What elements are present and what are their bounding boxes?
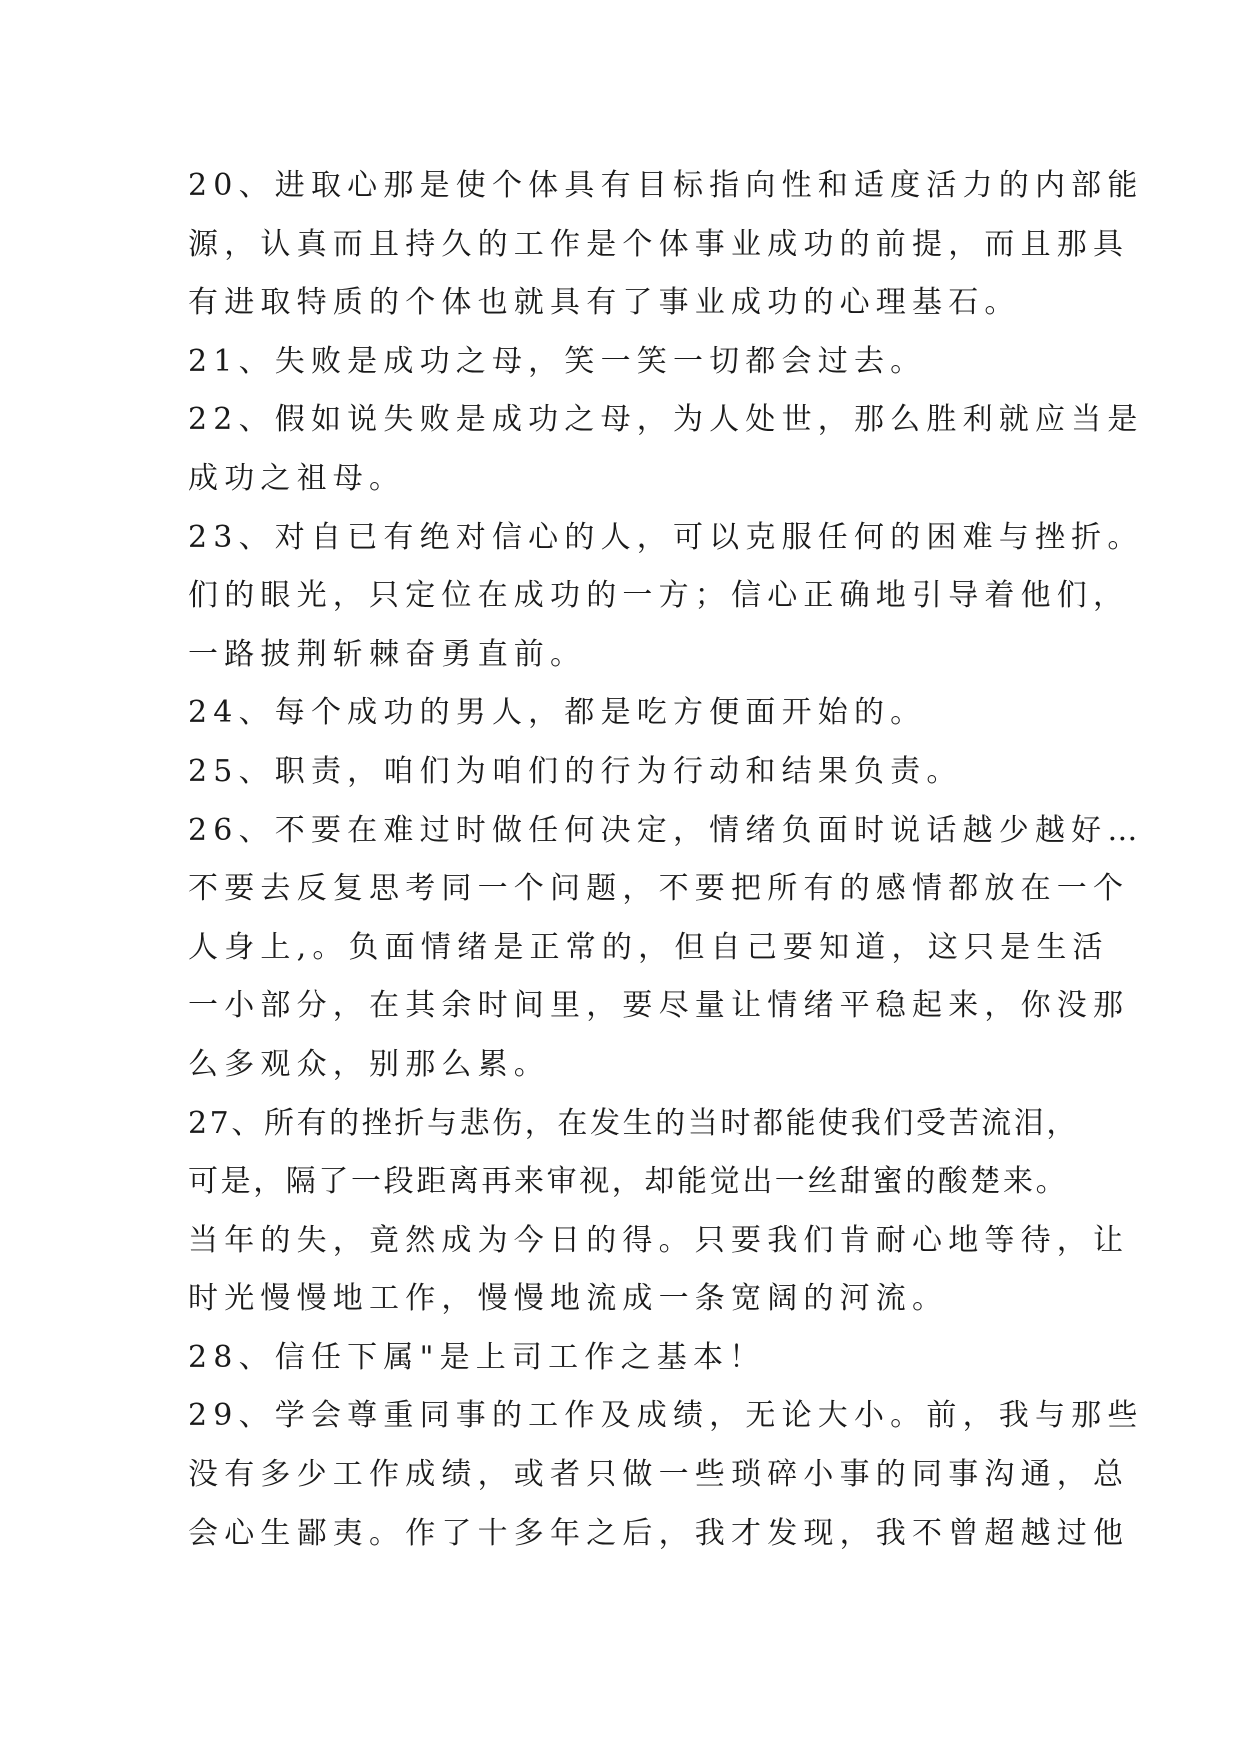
text-line: 么多观众，别那么累。 [188, 1046, 550, 1082]
document-body [188, 157, 1144, 1563]
text-line: 没有多少工作成绩，或者只做一些琐碎小事的同事沟通，总 [188, 1457, 1130, 1493]
text-line: 人身上,。负面情绪是正常的，但自己要知道，这只是生活 [188, 929, 1109, 965]
text-line: 27、所有的挫折与悲伤，在发生的当时都能使我们受苦流泪， [188, 1105, 1079, 1141]
text-line: 会心生鄙夷。作了十多年之后，我才发现，我不曾超越过他 [188, 1515, 1130, 1551]
text-line: 28、信任下属"是上司工作之基本！ [188, 1339, 766, 1375]
text-line: 23、对自已有绝对信心的人，可以克服任何的困难与挫折。 [188, 519, 1144, 555]
text-line: 可是，隔了一段距离再来审视，却能觉出一丝甜蜜的酸楚来。 [188, 1164, 1069, 1200]
text-line: 24、每个成功的男人，都是吃方便面开始的。 [188, 695, 927, 731]
text-line: 时光慢慢地工作，慢慢地流成一条宽阔的河流。 [188, 1281, 949, 1317]
text-line: 有进取特质的个体也就具有了事业成功的心理基石。 [188, 285, 1021, 321]
text-line: 不要去反复思考同一个问题，不要把所有的感情都放在一个 [188, 871, 1130, 907]
text-line: 21、失败是成功之母，笑一笑一切都会过去。 [188, 343, 927, 379]
text-line: 22、假如说失败是成功之母，为人处世，那么胜利就应当是 [188, 402, 1144, 438]
text-line: 一小部分，在其余时间里，要尽量让情绪平稳起来，你没那 [188, 988, 1130, 1024]
text-line: 25、职责，咱们为咱们的行为行动和结果负责。 [188, 753, 963, 789]
text-line: 一路披荆斩棘奋勇直前。 [188, 636, 587, 672]
text-line: 26、不要在难过时做任何决定，情绪负面时说话越少越好… [188, 812, 1144, 848]
text-line: 当年的失，竟然成为今日的得。只要我们肯耐心地等待，让 [188, 1222, 1130, 1258]
text-line: 们的眼光，只定位在成功的一方；信心正确地引导着他们， [188, 578, 1130, 614]
text-line: 20、进取心那是使个体具有目标指向性和适度活力的内部能 [188, 168, 1144, 203]
text-line: 源，认真而且持久的工作是个体事业成功的前提，而且那具 [188, 226, 1130, 262]
text-line: 29、学会尊重同事的工作及成绩，无论大小。前，我与那些 [188, 1398, 1144, 1434]
text-line: 成功之祖母。 [188, 460, 406, 496]
